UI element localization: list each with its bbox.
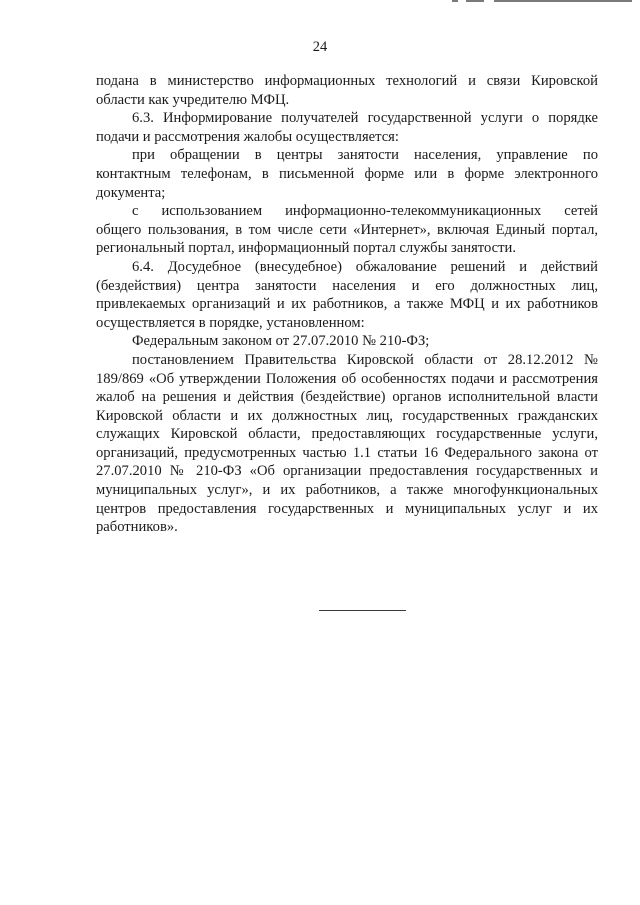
text-line: подачи и рассмотрения жалобы осуществляется: (96, 128, 399, 145)
text-line: 27.07.2010 № 210-ФЗ «Об организации предоставления государственных и (96, 463, 598, 480)
text-line: привлекаемых организаций и их работников, а также МФЦ и их работников (96, 296, 598, 313)
page-number: 24 (312, 39, 328, 55)
paragraph (96, 202, 598, 258)
text-line: подана в министерство информационных технологий и связи Кировской (96, 73, 598, 89)
text-line: (бездействия) центра занятости населения и его должностных лиц, (96, 277, 598, 294)
text-line: осуществляется в порядке, установленном: (96, 314, 365, 331)
paragraph (96, 146, 598, 202)
text-line: Федеральным законом от 27.07.2010 № 210-ФЗ; (132, 333, 430, 350)
text-line: контактным телефонам, в письменной форме или в форме электронного (96, 165, 598, 182)
text-line: Кировской области и их должностных лиц, государственных гражданских (96, 407, 598, 424)
text-line: постановлением Правительства Кировской области от 28.12.2012 № (132, 351, 598, 368)
text-line: региональный портал, информационный портал службы занятости. (96, 240, 516, 257)
text-line: с использованием информационно-телекоммуникационных сетей (132, 203, 598, 220)
text-line: работников». (96, 519, 178, 536)
text-line: области как учредителю МФЦ. (96, 91, 290, 108)
text-line: служащих Кировской области, предоставляющих государственные услуги, (96, 426, 598, 443)
text-line: муниципальных услуг», и их работников, а также многофункциональных (96, 482, 598, 499)
paragraph (96, 332, 598, 351)
text-line: 6.4. Досудебное (внесудебное) обжалование решений и действий (132, 258, 598, 275)
document-body (96, 72, 598, 537)
text-line: при обращении в центры занятости населения, управление по (132, 147, 598, 164)
text-line: центров предоставления государственных и муниципальных услуг и их (96, 500, 598, 517)
text-line: 189/869 «Об утверждении Положения об особенностях подачи и рассмотрения (96, 370, 598, 387)
text-line: документа; (96, 184, 166, 201)
text-line: жалоб на решения и действия (бездействие) органов исполнительной власти (96, 389, 598, 406)
text-line: общего пользования, в том числе сети «Интернет», включая Единый портал, (96, 221, 598, 238)
text-line: 6.3. Информирование получателей государственной услуги о порядке (132, 110, 598, 127)
paragraph (96, 72, 598, 109)
paragraph (96, 351, 598, 537)
scan-artifact-mark (452, 0, 632, 3)
text-line: организаций, предусмотренных частью 1.1 статьи 16 Федерального закона от (96, 444, 598, 461)
paragraph-6-3 (96, 109, 598, 146)
paragraph-6-4 (96, 258, 598, 332)
end-divider-line (319, 610, 406, 611)
